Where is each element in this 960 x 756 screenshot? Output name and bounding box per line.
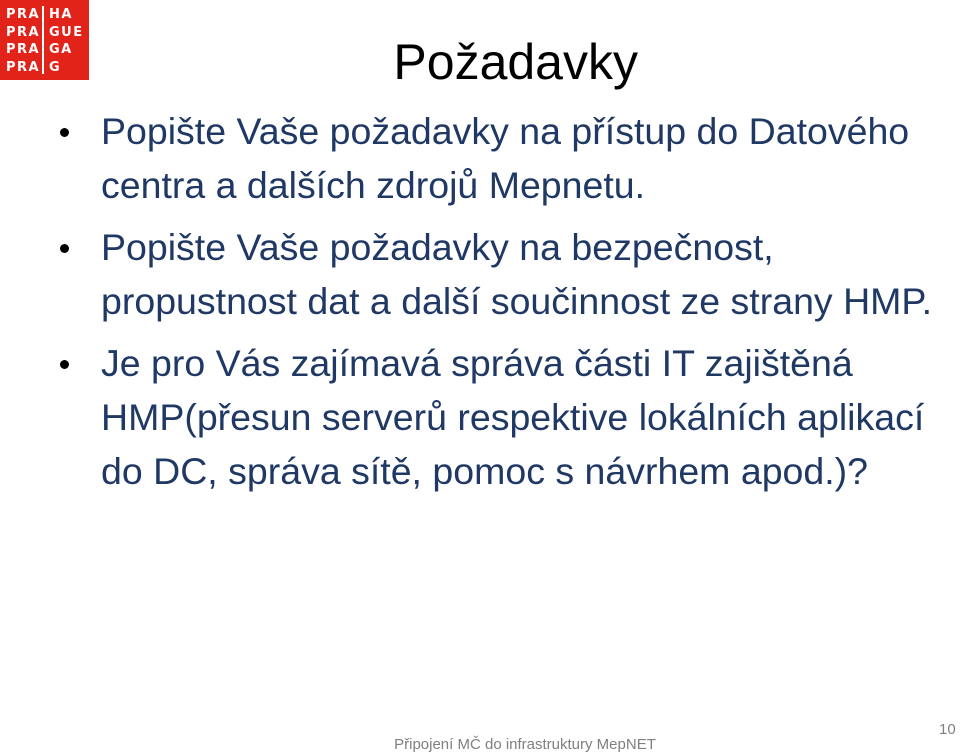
logo-text-left: PRA bbox=[6, 42, 41, 57]
bullet-item bbox=[60, 336, 940, 498]
logo-row bbox=[6, 6, 89, 24]
logo-text-right: HA bbox=[49, 7, 73, 22]
bullet-text: Je pro Vás zajímavá správa části IT zajištěná HMP(přesun serverů respektive lokálních aplikací do DC, správa sítě, pomoc s návrhem apod.)? bbox=[101, 342, 925, 492]
bullet-icon bbox=[60, 244, 69, 253]
slide-footer: Připojení MČ do infrastruktury MepNET bbox=[394, 736, 656, 753]
page-number: 10 bbox=[939, 721, 956, 738]
bullet-text: Popište Vaše požadavky na bezpečnost, propustnost dat a další součinnost ze strany HMP. bbox=[101, 226, 933, 322]
logo-text-right: GA bbox=[49, 42, 73, 57]
bullet-item bbox=[60, 220, 940, 328]
logo-text-left: PRA bbox=[6, 59, 41, 75]
bullet-icon bbox=[60, 128, 69, 137]
bullet-text: Popište Vaše požadavky na přístup do Datového centra a dalších zdrojů Mepnetu. bbox=[101, 110, 910, 206]
bullet-icon bbox=[60, 360, 69, 369]
logo-text-right: G bbox=[49, 59, 62, 75]
logo-text-left: PRA bbox=[6, 24, 41, 40]
logo-text-left: PRA bbox=[6, 7, 41, 22]
logo-text-right: GUE bbox=[49, 24, 84, 40]
bullet-item bbox=[60, 104, 940, 212]
bullet-list bbox=[60, 104, 940, 506]
slide-title: Požadavky bbox=[393, 34, 638, 90]
